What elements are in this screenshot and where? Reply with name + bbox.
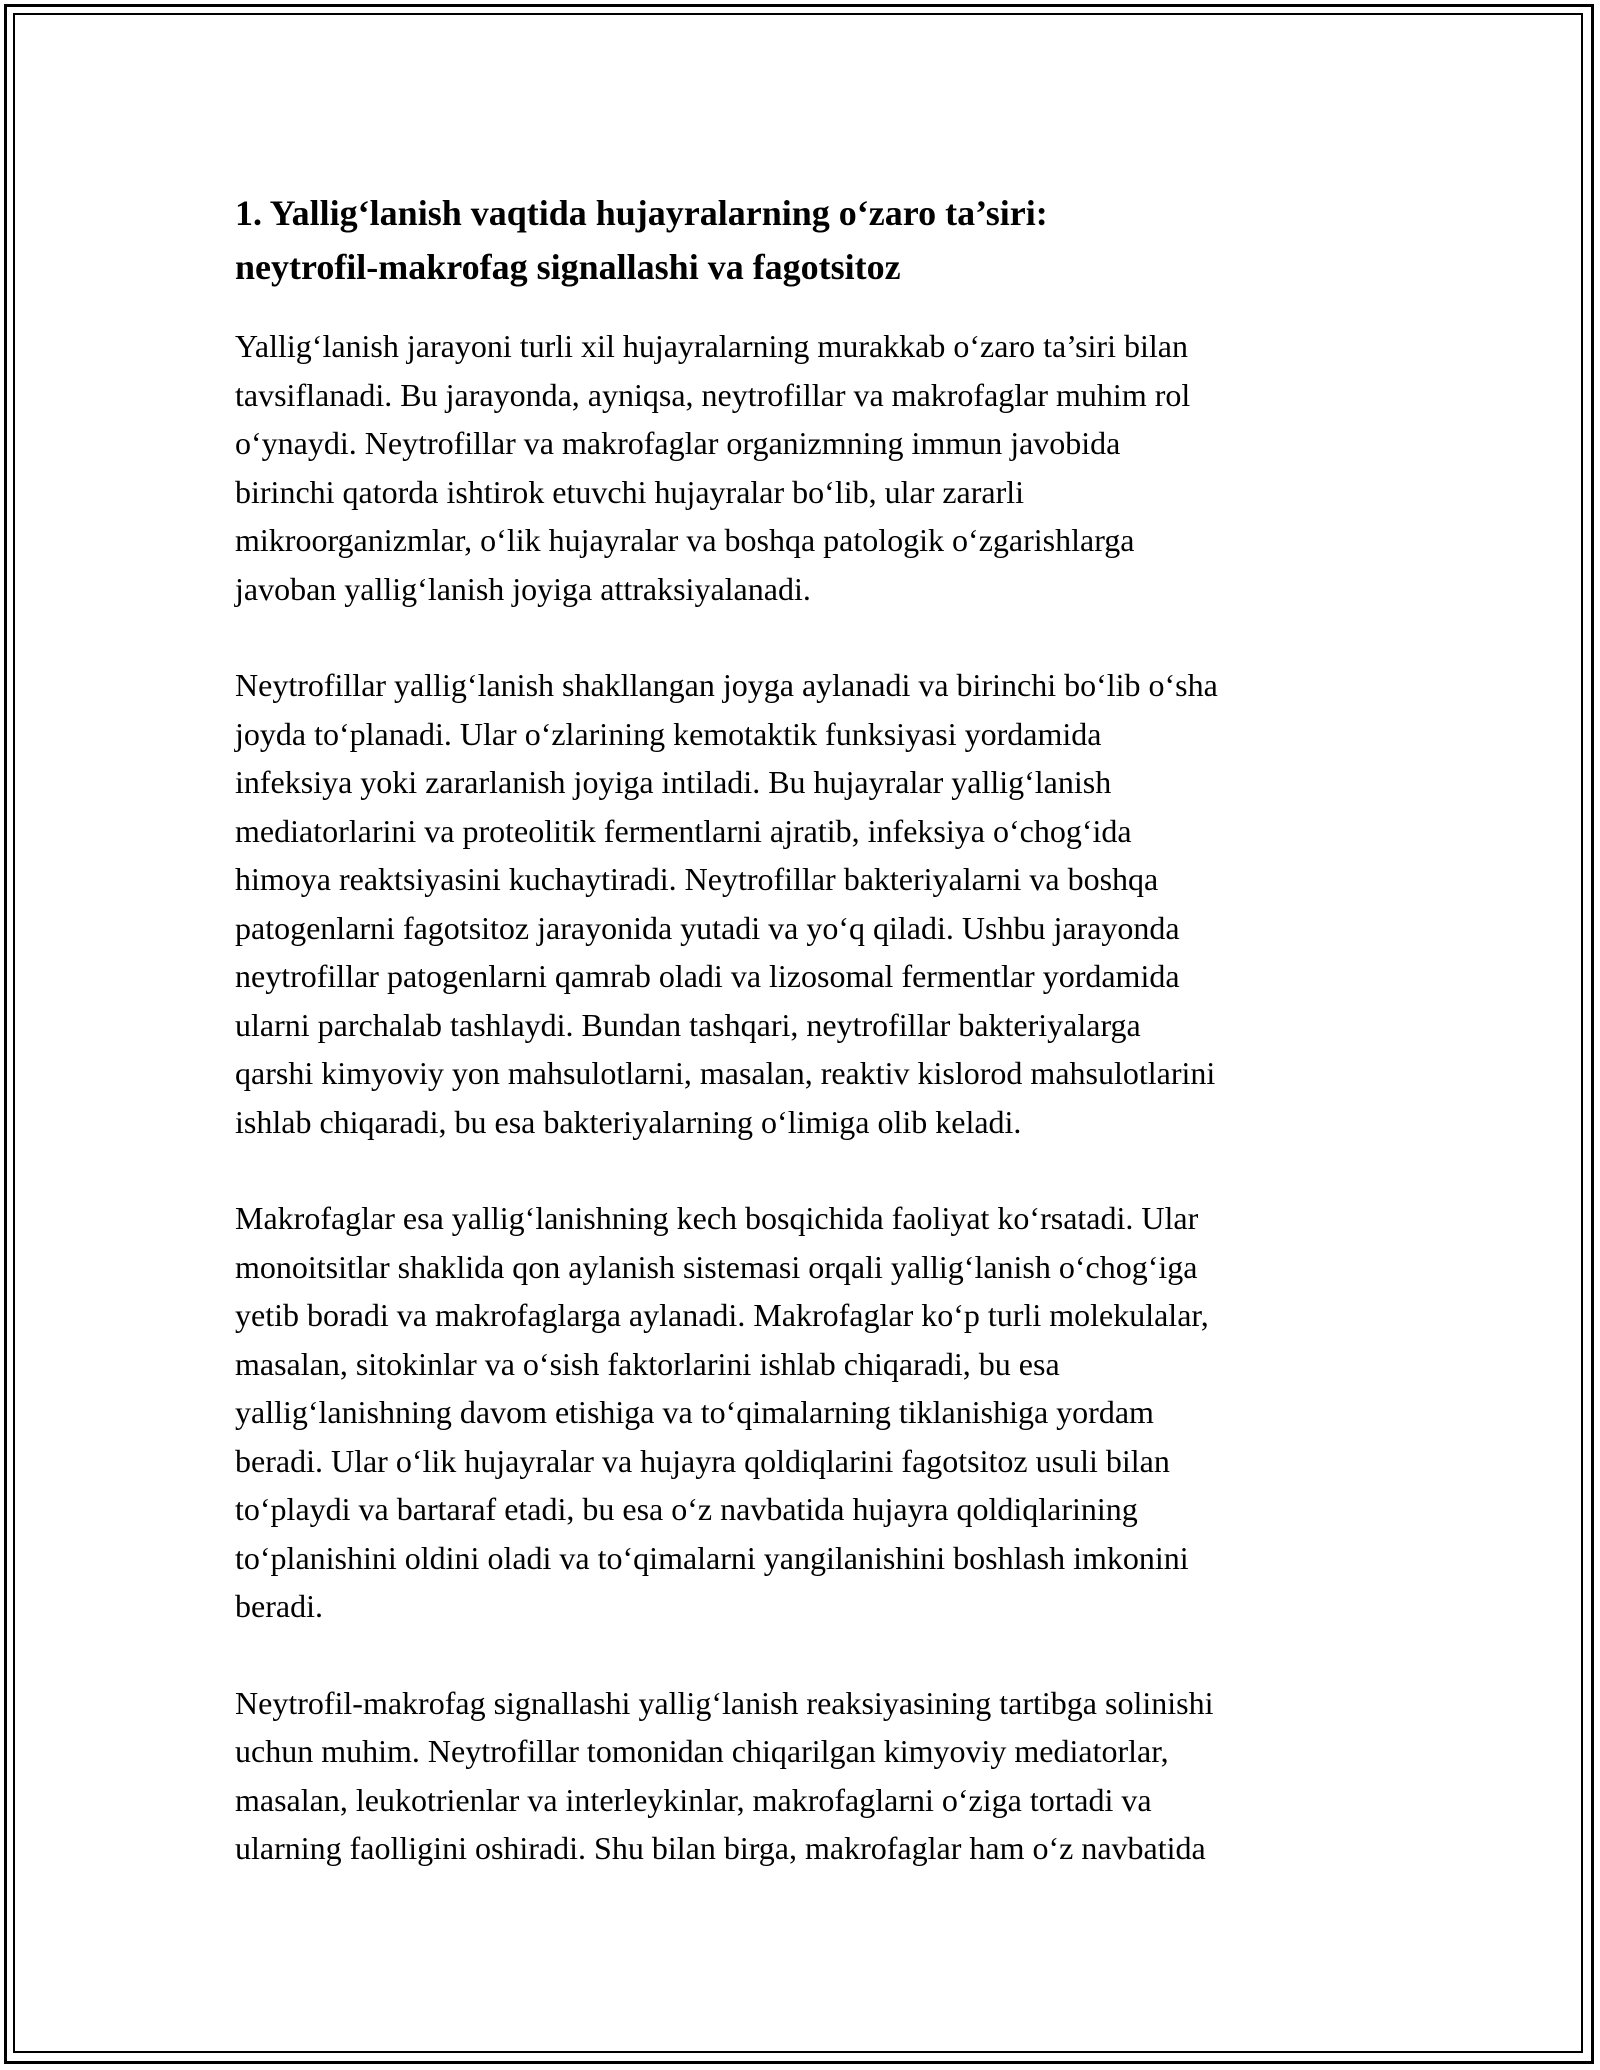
paragraph-2: Neytrofillar yallig‘lanish shakllangan joyga aylanadi va birinchi bo‘lib o‘sha joyda to‘planadi. Ular o‘zlarining kemotaktik funksiyasi yordamida infeksiya yoki zararlanish joyiga intiladi. Bu hujayralar yallig‘lanish mediatorlarini va proteolitik fermentlarni ajratib, infeksiya o‘chog‘ida himoya reaktsiyasini kuchaytiradi. Neytrofillar bakteriyalarni va boshqa patogenlarni fagotsitoz jarayonida yutadi va yo‘q qiladi. Ushbu jarayonda neytrofillar patogenlarni qamrab oladi va lizosomal fermentlar yordamida ularni parchalab tashlaydi. Bundan tashqari, neytrofillar bakteriyalarga qarshi kimyoviy yon mahsulotlarni, masalan, reaktiv kislorod mahsulotlarini ishlab chiqaradi, bu esa bakteriyalarning o‘limiga olib keladi. [235, 667, 1218, 1140]
paragraph-4: Neytrofil-makrofag signallashi yallig‘lanish reaksiyasining tartibga solinishi uchun muhim. Neytrofillar tomonidan chiqarilgan kimyoviy mediatorlar, masalan, leukotrienlar va interleykinlar, makrofaglarni o‘ziga tortadi va ularning faolligini oshiradi. Shu bilan birga, makrofaglar ham o‘z navbatida [235, 1684, 1214, 1866]
paragraph-3: Makrofaglar esa yallig‘lanishning kech bosqichida faoliyat ko‘rsatadi. Ular monoitsitlar shaklida qon aylanish sistemasi orqali yallig‘lanish o‘chog‘iga yetib boradi va makrofaglarga aylanadi. Makrofaglar ko‘p turli molekulalar, masalan, sitokinlar va o‘sish faktorlarini ishlab chiqaradi, bu esa yallig‘lanishning davom etishiga va to‘qimalarning tiklanishiga yordam beradi. Ular o‘lik hujayralar va hujayra qoldiqlarini fagotsitoz usuli bilan to‘playdi va bartaraf etadi, bu esa o‘z navbatida hujayra qoldiqlarining to‘planishini oldini oladi va to‘qimalarni yangilanishini boshlash imkonini beradi. [235, 1200, 1209, 1624]
paragraph-1: Yallig‘lanish jarayoni turli xil hujayralarning murakkab o‘zaro ta’siri bilan tavsiflanadi. Bu jarayonda, ayniqsa, neytrofillar va makrofaglar muhim rol o‘ynaydi. Neytrofillar va makrofaglar organizmning immun javobida birinchi qatorda ishtirok etuvchi hujayralar bo‘lib, ular zararli mikroorganizmlar, o‘lik hujayralar va boshqa patologik o‘zgarishlarga javoban yallig‘lanish joyiga attraksiyalanadi. [235, 328, 1191, 607]
section-heading: 1. Yallig‘lanish vaqtida hujayralarning o‘zaro ta’siri: neytrofil-makrofag signallashi va fagotsitoz [235, 193, 1048, 287]
document-body [235, 186, 1365, 1921]
